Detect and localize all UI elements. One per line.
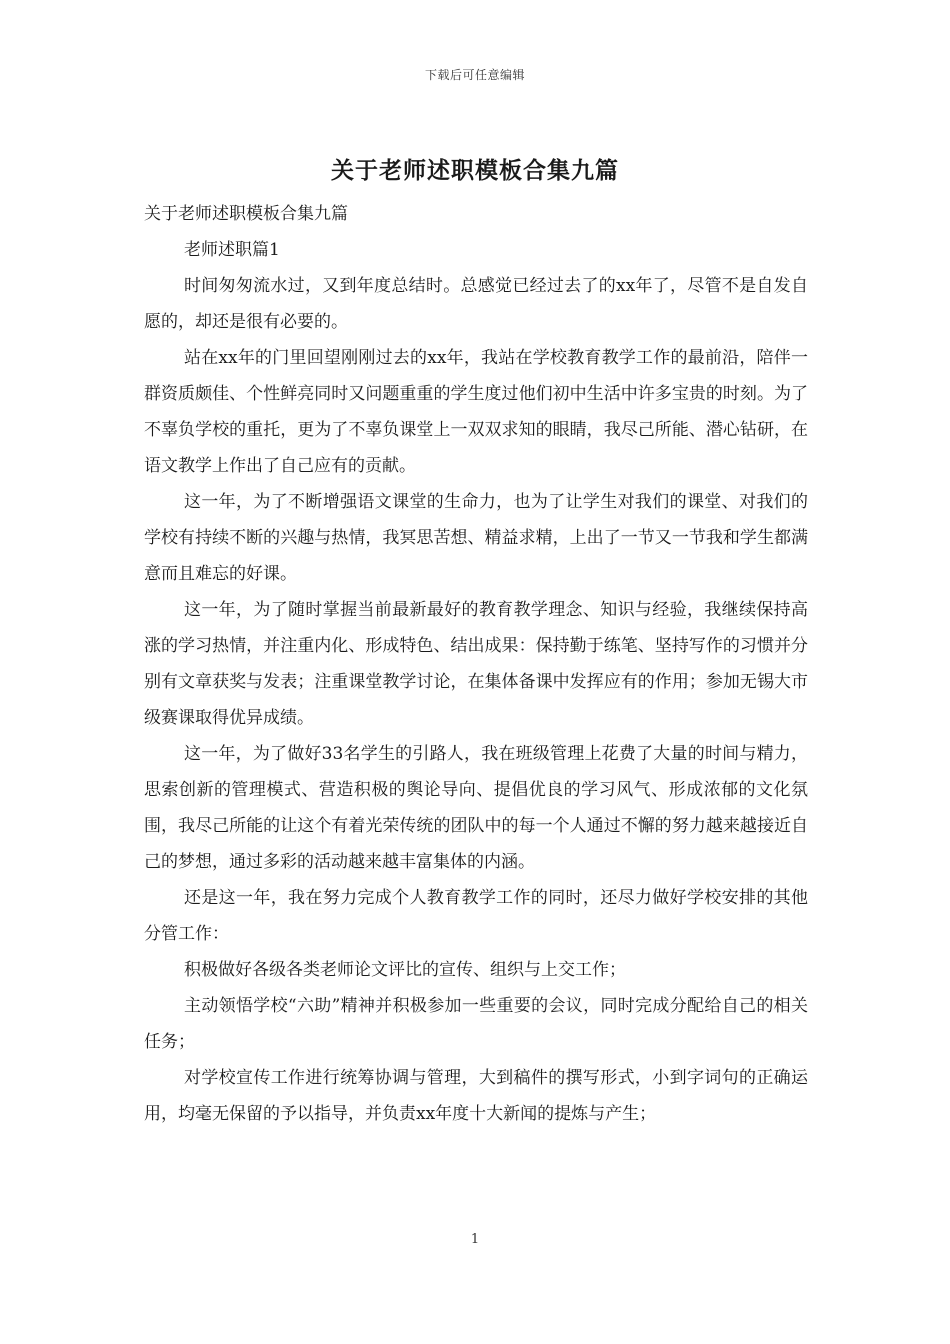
paragraph: 这一年，为了不断增强语文课堂的生命力，也为了让学生对我们的课堂、对我们的学校有持续不断的兴趣与热情，我冥思苦想、精益求精，上出了一节又一节我和学生都满意而且难忘的好课。: [144, 492, 808, 584]
paragraph: 主动领悟学校“六助”精神并积极参加一些重要的会议，同时完成分配给自己的相关任务；: [144, 996, 808, 1052]
paragraph: 对学校宣传工作进行统筹协调与管理，大到稿件的撰写形式，小到字词句的正确运用，均毫无保留的予以指导，并负责xx年度十大新闻的提炼与产生；: [144, 1068, 808, 1124]
header-note: 下载后可任意编辑: [424, 68, 525, 82]
document-subtitle: 关于老师述职模板合集九篇: [144, 204, 348, 224]
section-heading: 老师述职篇1: [184, 240, 280, 260]
page-number: 1: [470, 1232, 480, 1247]
document-body: [144, 196, 808, 1132]
paragraph: 这一年，为了做好33名学生的引路人，我在班级管理上花费了大量的时间与精力，思索创新的管理模式、营造积极的舆论导向、提倡优良的学习风气、形成浓郁的文化氛围，我尽己所能的让这个有着光荣传统的团队中的每一个人通过不懈的努力越来越接近自己的梦想，通过多彩的活动越来越丰富集体的内涵。: [144, 744, 808, 872]
paragraph: 这一年，为了随时掌握当前最新最好的教育教学理念、知识与经验，我继续保持高涨的学习热情，并注重内化、形成特色、结出成果：保持勤于练笔、坚持写作的习惯并分别有文章获奖与发表；注重课堂教学讨论，在集体备课中发挥应有的作用；参加无锡大市级赛课取得优异成绩。: [144, 600, 808, 728]
document-title: 关于老师述职模板合集九篇: [331, 157, 619, 184]
paragraph: 站在xx年的门里回望刚刚过去的xx年，我站在学校教育教学工作的最前沿，陪伴一群资质颇佳、个性鲜亮同时又问题重重的学生度过他们初中生活中许多宝贵的时刻。为了不辜负学校的重托，更为了不辜负课堂上一双双求知的眼睛，我尽己所能、潜心钻研，在语文教学上作出了自己应有的贡献。: [144, 348, 808, 476]
paragraph: 还是这一年，我在努力完成个人教育教学工作的同时，还尽力做好学校安排的其他分管工作：: [144, 888, 808, 944]
paragraph: 积极做好各级各类老师论文评比的宣传、组织与上交工作；: [184, 960, 626, 980]
paragraph: 时间匆匆流水过，又到年度总结时。总感觉已经过去了的xx年了，尽管不是自发自愿的，却还是很有必要的。: [144, 276, 808, 332]
